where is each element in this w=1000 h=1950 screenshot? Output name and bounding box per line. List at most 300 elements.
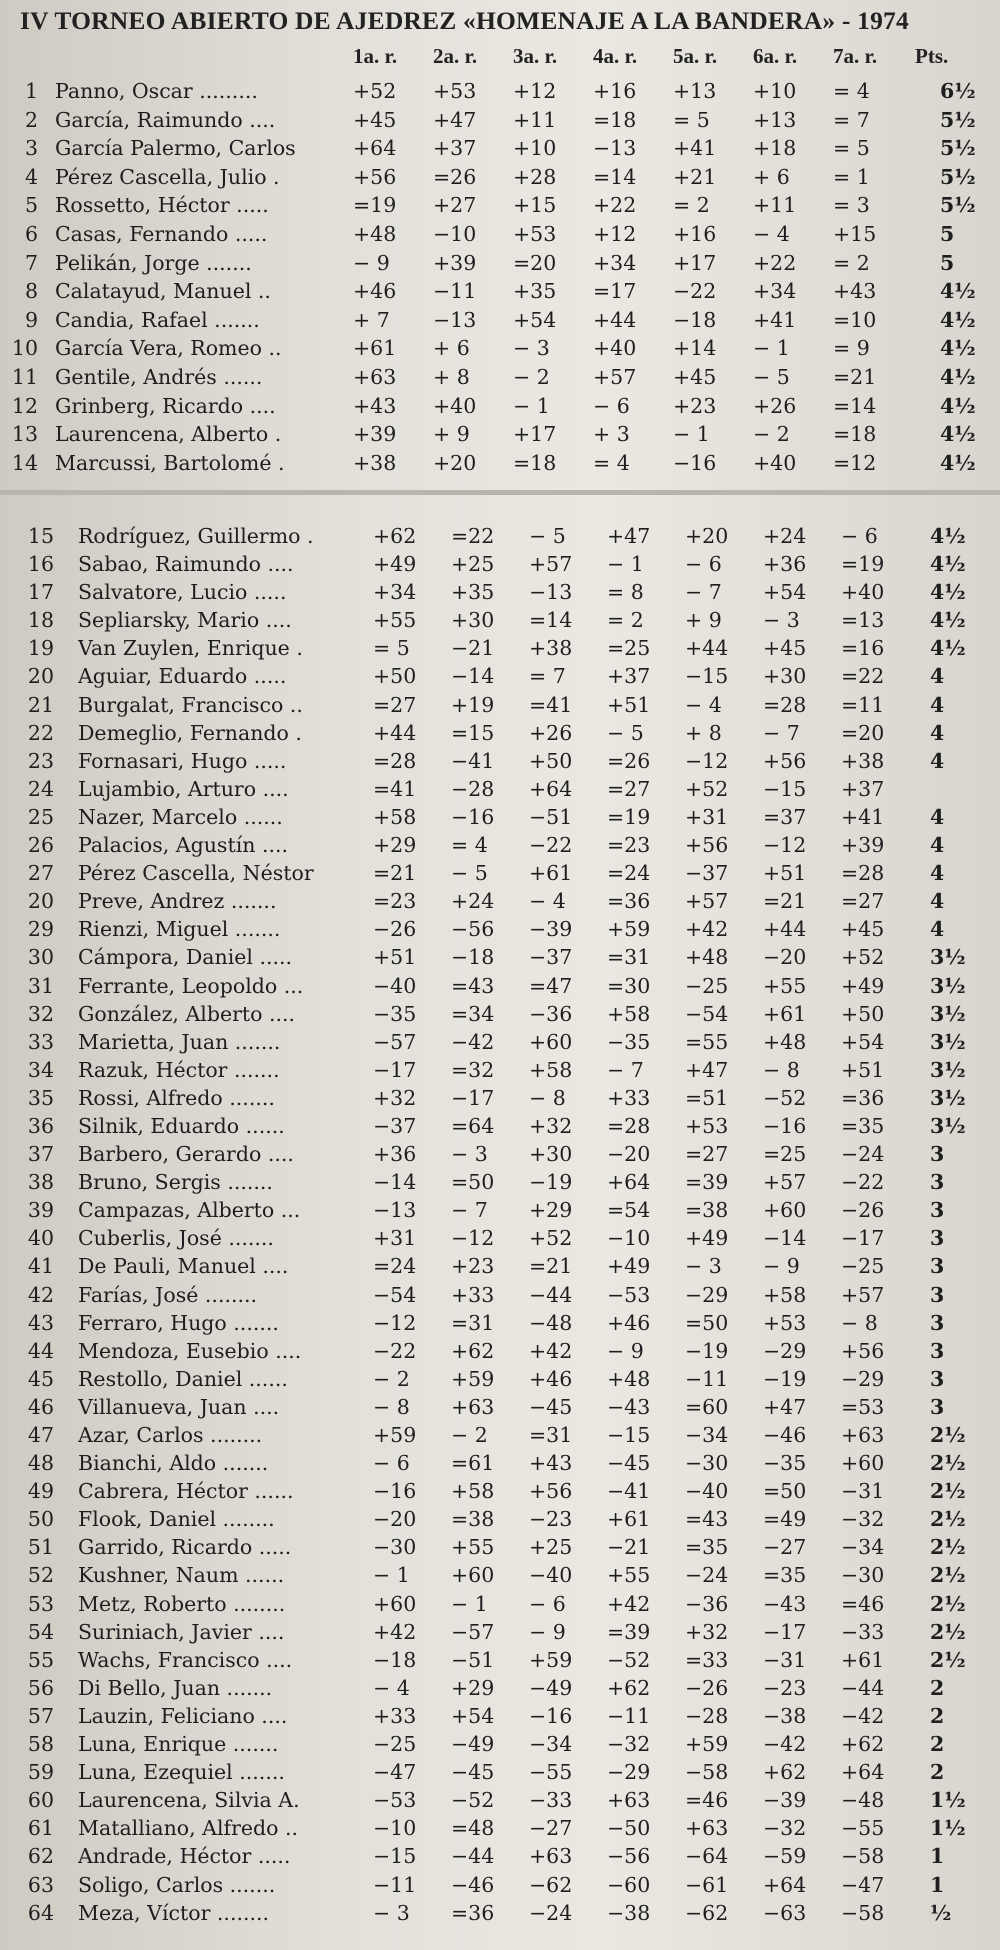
round-4-result: −43	[607, 1394, 651, 1419]
table-row	[0, 1477, 1000, 1505]
round-1-result: −25	[373, 1732, 417, 1757]
player-name: Cabrera, Héctor ......	[78, 1479, 294, 1504]
round-5-result: =35	[685, 1535, 729, 1560]
player-name: Lauzin, Feliciano ....	[78, 1703, 288, 1728]
round-7-result: −58	[841, 1844, 885, 1869]
round-6-result: − 8	[763, 1057, 800, 1082]
round-1-result: − 1	[373, 1563, 410, 1588]
round-2-result: −11	[433, 279, 477, 304]
round-7-result: =11	[841, 692, 885, 717]
player-number: 50	[27, 1507, 54, 1532]
player-points: 4½	[940, 364, 976, 389]
round-2-result: +39	[433, 250, 477, 275]
table-row	[0, 363, 1000, 392]
round-2-result: +33	[451, 1282, 495, 1307]
round-5-result: −28	[685, 1703, 729, 1728]
round-3-result: +43	[529, 1451, 573, 1476]
round-2-result: −21	[451, 636, 495, 661]
round-7-result: − 8	[841, 1310, 878, 1335]
round-1-result: +33	[373, 1703, 417, 1728]
table-row	[0, 1084, 1000, 1112]
player-number: 62	[27, 1844, 54, 1869]
round-7-result: − 6	[841, 524, 878, 548]
round-7-result: +62	[841, 1732, 885, 1757]
round-1-result: − 4	[373, 1675, 410, 1700]
round-2-result: −51	[451, 1647, 495, 1672]
round-1-result: =23	[373, 889, 417, 914]
round-5-result: +42	[685, 917, 729, 942]
player-number: 40	[27, 1226, 54, 1251]
player-points: 4	[930, 889, 945, 914]
player-points: 3	[930, 1366, 945, 1391]
round-4-result: − 5	[607, 720, 644, 745]
round-4-result: = 4	[593, 450, 630, 475]
player-name: Pelikán, Jorge .......	[55, 250, 252, 275]
round-3-result: +25	[529, 1535, 573, 1560]
round-6-result: −17	[763, 1619, 807, 1644]
round-5-result: −18	[673, 307, 717, 332]
round-1-result: +32	[373, 1085, 417, 1110]
player-name: Lujambio, Arturo ....	[78, 776, 289, 801]
round-5-result: +20	[685, 524, 729, 548]
table-row	[0, 578, 1000, 606]
round-7-result: =28	[841, 861, 885, 886]
player-name: Di Bello, Juan .......	[78, 1675, 273, 1700]
player-number: 30	[27, 945, 54, 970]
table-row	[0, 306, 1000, 335]
player-points: 4½	[940, 422, 976, 447]
player-points: 2½	[930, 1647, 966, 1672]
round-7-result: −44	[841, 1675, 885, 1700]
round-4-result: −45	[607, 1451, 651, 1476]
round-1-result: =21	[373, 861, 417, 886]
player-points: 4½	[930, 524, 966, 548]
round-3-result: −27	[529, 1816, 573, 1841]
player-name: Suriniach, Javier ....	[78, 1619, 285, 1644]
round-4-result: =18	[593, 107, 637, 132]
round-1-result: −12	[373, 1310, 417, 1335]
round-1-result: =27	[373, 692, 417, 717]
table-row	[0, 1590, 1000, 1618]
round-1-result: −47	[373, 1760, 417, 1785]
round-1-result: +64	[353, 136, 397, 161]
round-7-result: +39	[841, 833, 885, 858]
round-3-result: − 6	[529, 1591, 566, 1616]
table-row	[0, 634, 1000, 662]
round-5-result: +59	[685, 1732, 729, 1757]
round-3-result: −49	[529, 1675, 573, 1700]
round-1-result: −11	[373, 1872, 417, 1897]
player-number: 31	[27, 973, 54, 998]
player-name: Aguiar, Eduardo .....	[78, 664, 287, 689]
round-1-result: −37	[373, 1113, 417, 1138]
round-5-result: =33	[685, 1647, 729, 1672]
round-4-result: −60	[607, 1872, 651, 1897]
round-2-result: =61	[451, 1451, 495, 1476]
round-4-result: +47	[607, 524, 651, 548]
round-1-result: +31	[373, 1226, 417, 1251]
player-name: Silnik, Eduardo ......	[78, 1113, 285, 1138]
player-points: 3½	[930, 1113, 966, 1138]
player-name: Sepliarsky, Mario ....	[78, 608, 292, 633]
player-points: 2½	[930, 1619, 966, 1644]
table-row	[0, 915, 1000, 943]
round-3-result: −19	[529, 1170, 573, 1195]
table-bottom-section	[0, 495, 1000, 1950]
round-6-result: −29	[763, 1338, 807, 1363]
round-3-result: −62	[529, 1872, 573, 1897]
round-1-result: +55	[373, 608, 417, 633]
player-points: 2½	[930, 1591, 966, 1616]
player-number: 8	[24, 279, 38, 304]
round-6-result: − 9	[763, 1254, 800, 1279]
round-7-result: +54	[841, 1029, 885, 1054]
table-row	[0, 1646, 1000, 1674]
player-number: 59	[27, 1760, 54, 1785]
player-points: 3	[930, 1310, 945, 1335]
player-number: 45	[27, 1366, 54, 1391]
player-points: 3	[930, 1254, 945, 1279]
round-2-result: +62	[451, 1338, 495, 1363]
round-6-result: −43	[763, 1591, 807, 1616]
round-5-result: +49	[685, 1226, 729, 1251]
table-row	[0, 1730, 1000, 1758]
table-row	[0, 1393, 1000, 1421]
round-7-result: −58	[841, 1900, 885, 1925]
round-3-result: −55	[529, 1760, 573, 1785]
round-2-result: =32	[451, 1057, 495, 1082]
round-1-result: = 5	[373, 636, 410, 661]
round-3-result: − 3	[513, 336, 550, 361]
player-number: 15	[27, 524, 54, 548]
player-name: García Vera, Romeo ..	[55, 336, 282, 361]
player-points: 1½	[930, 1788, 966, 1813]
round-4-result: +40	[593, 336, 637, 361]
player-points: 3	[930, 1394, 945, 1419]
round-3-result: −13	[529, 580, 573, 605]
round-7-result: −34	[841, 1535, 885, 1560]
round-4-result: +33	[607, 1085, 651, 1110]
round-7-result: =10	[833, 307, 877, 332]
round-3-result: +64	[529, 776, 573, 801]
player-points: 5	[940, 221, 955, 246]
round-7-result: +56	[841, 1338, 885, 1363]
round-1-result: +51	[373, 945, 417, 970]
player-name: Rossetto, Héctor .....	[55, 193, 269, 218]
player-number: 42	[27, 1282, 54, 1307]
round-3-result: =18	[513, 450, 557, 475]
round-1-result: +38	[353, 450, 397, 475]
player-number: 11	[11, 364, 38, 389]
round-4-result: =54	[607, 1198, 651, 1223]
player-number: 41	[27, 1254, 54, 1279]
round-6-result: −46	[763, 1423, 807, 1447]
table-row	[0, 1786, 1000, 1814]
table-row	[0, 1449, 1000, 1477]
round-4-result: = 2	[607, 608, 644, 633]
round-6-result: +56	[763, 748, 807, 773]
player-points: 4½	[940, 307, 976, 332]
player-name: Ferraro, Hugo .......	[78, 1310, 279, 1335]
round-5-result: + 9	[685, 608, 722, 633]
player-points: 4½	[930, 552, 966, 577]
player-number: 37	[27, 1142, 54, 1167]
table-row	[0, 747, 1000, 775]
round-6-result: +62	[763, 1760, 807, 1785]
round-2-result: =22	[451, 524, 495, 548]
table-row	[0, 1421, 1000, 1449]
round-7-result: +52	[841, 945, 885, 970]
table-row	[0, 1365, 1000, 1393]
round-3-result: +38	[529, 636, 573, 661]
round-3-result: − 2	[513, 364, 550, 389]
round-1-result: −26	[373, 917, 417, 942]
round-7-result: −33	[841, 1619, 885, 1644]
player-name: García, Raimundo ....	[55, 107, 276, 132]
player-name: Garrido, Ricardo .....	[78, 1535, 292, 1560]
round-5-result: −30	[685, 1451, 729, 1476]
round-1-result: +61	[353, 336, 397, 361]
round-4-result: +34	[593, 250, 637, 275]
round-4-result: −35	[607, 1029, 651, 1054]
round-7-result: =16	[841, 636, 885, 661]
round-4-result: −15	[607, 1423, 651, 1447]
table-row	[0, 449, 1000, 478]
round-5-result: =27	[685, 1142, 729, 1167]
player-points: 3½	[930, 1057, 966, 1082]
round-6-result: +11	[753, 193, 797, 218]
round-6-result: +60	[763, 1198, 807, 1223]
round-7-result: =21	[833, 364, 877, 389]
round-3-result: −23	[529, 1507, 573, 1532]
player-points: 2½	[930, 1451, 966, 1476]
round-5-result: −61	[685, 1872, 729, 1897]
table-row	[0, 943, 1000, 971]
round-6-result: +13	[753, 107, 797, 132]
round-6-result: −23	[763, 1675, 807, 1700]
player-number: 10	[11, 336, 38, 361]
player-number: 22	[27, 720, 54, 745]
round-2-result: −46	[451, 1872, 495, 1897]
round-2-result: −17	[451, 1085, 495, 1110]
round-2-result: + 8	[433, 364, 470, 389]
player-number: 52	[27, 1563, 54, 1588]
round-3-result: +53	[513, 221, 557, 246]
round-3-result: −22	[529, 833, 573, 858]
round-5-result: =51	[685, 1085, 729, 1110]
round-6-result: +24	[763, 524, 807, 548]
player-number: 16	[27, 552, 54, 577]
round-2-result: =31	[451, 1310, 495, 1335]
player-points: 3	[930, 1198, 945, 1223]
round-2-result: =38	[451, 1507, 495, 1532]
round-5-result: =39	[685, 1170, 729, 1195]
player-number: 23	[27, 748, 54, 773]
round-6-result: =49	[763, 1507, 807, 1532]
round-6-result: =25	[763, 1142, 807, 1167]
header-round-7: 7a. r.	[833, 44, 878, 68]
player-name: Pérez Cascella, Néstor	[78, 861, 314, 886]
round-7-result: = 2	[833, 250, 870, 275]
player-points: 2½	[930, 1507, 966, 1532]
table-row	[0, 1140, 1000, 1168]
round-5-result: +45	[673, 364, 717, 389]
round-5-result: −54	[685, 1001, 729, 1026]
player-points: 4	[930, 917, 945, 942]
round-6-result: −20	[763, 945, 807, 970]
round-5-result: −24	[685, 1563, 729, 1588]
player-name: Wachs, Francisco ....	[78, 1647, 293, 1672]
round-7-result: −26	[841, 1198, 885, 1223]
player-number: 19	[27, 636, 54, 661]
round-5-result: +52	[685, 776, 729, 801]
round-2-result: +53	[433, 79, 477, 103]
round-2-result: +63	[451, 1394, 495, 1419]
round-7-result: +61	[841, 1647, 885, 1672]
round-1-result: −15	[373, 1844, 417, 1869]
round-1-result: −10	[373, 1816, 417, 1841]
player-number: 6	[24, 221, 38, 246]
player-number: 49	[27, 1479, 54, 1504]
round-3-result: +61	[529, 861, 573, 886]
round-3-result: −39	[529, 917, 573, 942]
table-row	[0, 1000, 1000, 1028]
round-1-result: +52	[353, 79, 397, 103]
table-row	[0, 550, 1000, 578]
table-row	[0, 1056, 1000, 1084]
table-row	[0, 1224, 1000, 1252]
round-6-result: +45	[763, 636, 807, 661]
round-3-result: +11	[513, 107, 557, 132]
round-6-result: −32	[763, 1816, 807, 1841]
round-1-result: −18	[373, 1647, 417, 1672]
player-name: Rodríguez, Guillermo .	[78, 524, 314, 548]
player-number: 21	[27, 692, 54, 717]
round-4-result: +51	[607, 692, 651, 717]
player-points: 5½	[940, 107, 976, 132]
player-name: Salvatore, Lucio .....	[78, 580, 287, 605]
round-4-result: −41	[607, 1479, 651, 1504]
round-2-result: +23	[451, 1254, 495, 1279]
round-4-result: −11	[607, 1703, 651, 1728]
round-1-result: +42	[373, 1619, 417, 1644]
player-number: 27	[27, 861, 54, 886]
player-number: 25	[27, 804, 54, 829]
round-6-result: +54	[763, 580, 807, 605]
round-1-result: − 8	[373, 1394, 410, 1419]
round-6-result: − 4	[753, 221, 790, 246]
round-7-result: =53	[841, 1394, 885, 1419]
round-4-result: =30	[607, 973, 651, 998]
round-6-result: + 6	[753, 164, 790, 189]
player-name: Nazer, Marcelo ......	[78, 804, 283, 829]
player-name: García Palermo, Carlos	[55, 136, 296, 161]
round-4-result: +44	[593, 307, 637, 332]
round-1-result: −16	[373, 1479, 417, 1504]
player-name: Farías, José ........	[78, 1282, 258, 1307]
player-points: 4½	[940, 393, 976, 418]
standings-rows-top	[0, 77, 1000, 477]
player-points: 6½	[940, 79, 976, 103]
player-points: 5½	[940, 136, 976, 161]
player-number: 46	[27, 1394, 54, 1419]
player-name: Burgalat, Francisco ..	[78, 692, 303, 717]
round-7-result: = 1	[833, 164, 870, 189]
round-3-result: +56	[529, 1479, 573, 1504]
player-number: 38	[27, 1170, 54, 1195]
table-row	[0, 1281, 1000, 1309]
round-7-result: +45	[841, 917, 885, 942]
round-1-result: +45	[353, 107, 397, 132]
header-round-5: 5a. r.	[673, 44, 718, 68]
round-4-result: =17	[593, 279, 637, 304]
round-1-result: −30	[373, 1535, 417, 1560]
round-3-result: −48	[529, 1310, 573, 1335]
round-2-result: −52	[451, 1788, 495, 1813]
round-7-result: =20	[841, 720, 885, 745]
round-3-result: +30	[529, 1142, 573, 1167]
table-row	[0, 392, 1000, 421]
round-5-result: +41	[673, 136, 717, 161]
round-4-result: +61	[607, 1507, 651, 1532]
player-number: 57	[27, 1703, 54, 1728]
round-7-result: +57	[841, 1282, 885, 1307]
round-6-result: −35	[763, 1451, 807, 1476]
round-7-result: =12	[833, 450, 877, 475]
player-name: Luna, Enrique .......	[78, 1732, 279, 1757]
player-points: 3	[930, 1142, 945, 1167]
player-name: Metz, Roberto ........	[78, 1591, 286, 1616]
round-2-result: = 4	[451, 833, 488, 858]
round-2-result: −49	[451, 1732, 495, 1757]
round-4-result: −29	[607, 1760, 651, 1785]
round-4-result: − 7	[607, 1057, 644, 1082]
round-3-result: =31	[529, 1423, 573, 1447]
table-top-section	[0, 0, 1000, 490]
round-4-result: +62	[607, 1675, 651, 1700]
player-name: Andrade, Héctor .....	[78, 1844, 291, 1869]
round-6-result: −38	[763, 1703, 807, 1728]
player-points: 3½	[930, 1029, 966, 1054]
round-4-result: =39	[607, 1619, 651, 1644]
player-points: 3½	[930, 973, 966, 998]
round-2-result: −45	[451, 1760, 495, 1785]
round-6-result: +57	[763, 1170, 807, 1195]
round-2-result: =43	[451, 973, 495, 998]
table-row	[0, 803, 1000, 831]
round-5-result: −11	[685, 1366, 729, 1391]
player-number: 2	[24, 107, 38, 132]
round-6-result: +34	[753, 279, 797, 304]
round-4-result: + 3	[593, 422, 630, 447]
round-5-result: −22	[673, 279, 717, 304]
player-name: Rienzi, Miguel .......	[78, 917, 281, 942]
round-3-result: +35	[513, 279, 557, 304]
round-5-result: − 1	[673, 422, 710, 447]
round-1-result: −35	[373, 1001, 417, 1026]
round-4-result: −10	[607, 1226, 651, 1251]
player-name: Demeglio, Fernando .	[78, 720, 302, 745]
player-number: 26	[27, 833, 54, 858]
player-name: Panno, Oscar .........	[55, 79, 258, 103]
player-name: Ferrante, Leopoldo ...	[78, 973, 304, 998]
round-4-result: =28	[607, 1113, 651, 1138]
round-6-result: +61	[763, 1001, 807, 1026]
round-1-result: +60	[373, 1591, 417, 1616]
round-6-result: −16	[763, 1113, 807, 1138]
round-1-result: +39	[353, 422, 397, 447]
player-name: Bruno, Sergis .......	[78, 1170, 273, 1195]
